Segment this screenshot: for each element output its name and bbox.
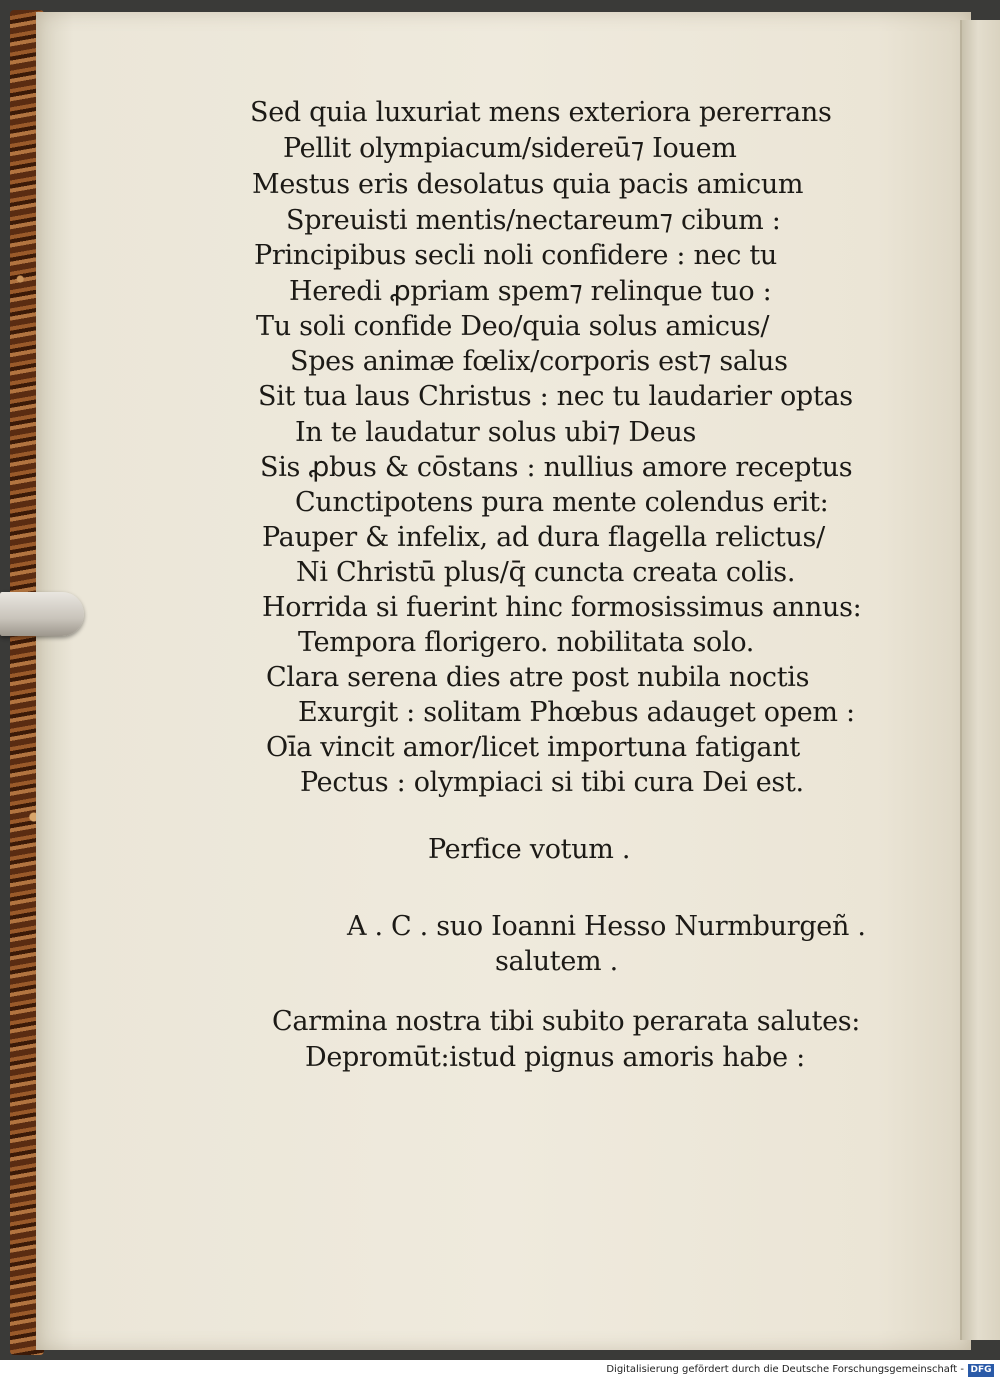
letter-heading-salutation: salutem .	[495, 946, 618, 977]
poem-line: Pauper & infelix, ad dura flagella relictus/	[262, 522, 825, 553]
closing-line: Perfice votum .	[428, 834, 631, 865]
poem-line: Cunctipotens pura mente colendus erit:	[295, 487, 829, 518]
poem-line: Tu soli confide Deo/quia solus amicus/	[256, 311, 770, 342]
poem-line: Sis ꝓbus & cōstans : nullius amore receptus	[260, 452, 853, 483]
poem-line: Pellit olympiacum/sidereū⁊ Iouem	[283, 133, 737, 164]
poem-line: Tempora florigero. nobilitata solo.	[298, 627, 755, 658]
poem-line: Spes animæ fœlix/corporis est⁊ salus	[290, 346, 788, 377]
poem-line: Heredi ꝓpriam spem⁊ relinque tuo :	[289, 276, 772, 307]
poem-line: Exurgit : solitam Phœbus adauget opem :	[298, 697, 855, 728]
poem-line: Ni Christū plus/q̄ cuncta creata colis.	[296, 557, 796, 588]
poem-line: Horrida si fuerint hinc formosissimus annus:	[262, 592, 862, 623]
poem-line: Spreuisti mentis/nectareum⁊ cibum :	[286, 205, 781, 236]
funding-credit: Digitalisierung gefördert durch die Deutsche Forschungsgemeinschaft -	[606, 1364, 964, 1375]
letter-line: Carmina nostra tibi subito perarata salutes:	[272, 1006, 861, 1037]
poem-line: Clara serena dies atre post nubila noctis	[266, 662, 810, 693]
poem-line: Oīa vincit amor/licet importuna fatigant	[266, 732, 800, 763]
footer-bar	[0, 1360, 1000, 1383]
letter-heading: A . C . suo Ioanni Hesso Nurmburgeñ .	[347, 911, 866, 942]
poem-line: Sed quia luxuriat mens exteriora pererrans	[250, 97, 832, 128]
poem-line: Pectus : olympiaci si tibi cura Dei est.	[300, 767, 804, 798]
poem-line: In te laudatur solus ubi⁊ Deus	[295, 417, 697, 448]
poem-line: Mestus eris desolatus quia pacis amicum	[252, 169, 804, 200]
letter-line: Depromūt:istud pignus amoris habe :	[305, 1042, 805, 1073]
poem-line: Sit tua laus Christus : nec tu laudarier optas	[258, 381, 853, 412]
poem-line: Principibus secli noli confidere : nec tu	[254, 240, 778, 271]
dfg-logo: DFG	[968, 1364, 994, 1377]
